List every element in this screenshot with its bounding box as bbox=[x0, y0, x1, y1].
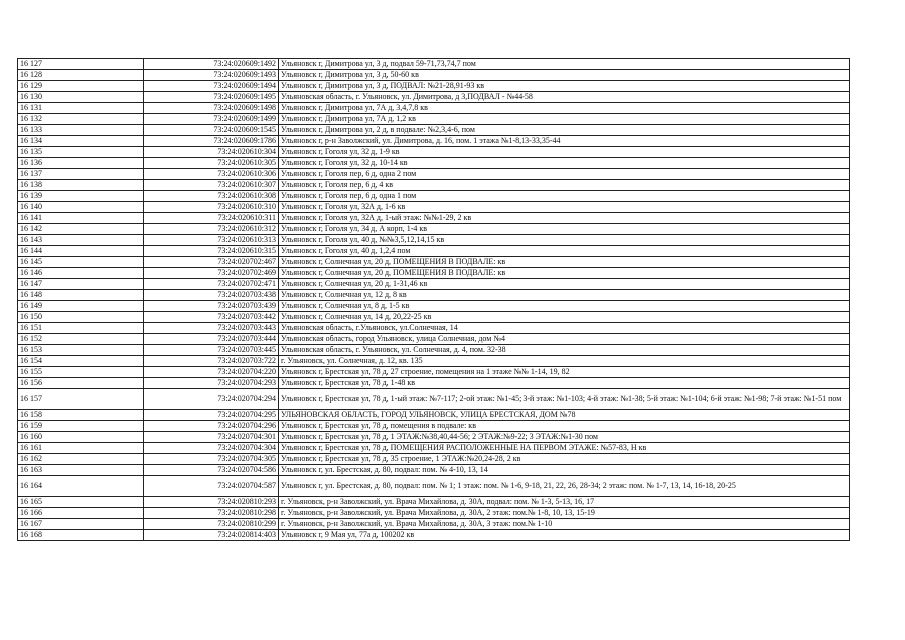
table-row bbox=[18, 213, 850, 224]
table-row bbox=[18, 454, 850, 465]
cadastral-number-cell: 73:24:020609:1494 bbox=[144, 81, 279, 92]
cadastral-number-cell: 73:24:020703:722 bbox=[144, 356, 279, 367]
address-cell: Ульяновская область, г. Ульяновск, ул. Димитрова, д 3,ПОДВАЛ - №44-58 bbox=[279, 92, 850, 103]
row-number-cell: 16 133 bbox=[18, 125, 144, 136]
cadastral-number-cell: 73:24:020610:311 bbox=[144, 213, 279, 224]
row-number-cell: 16 150 bbox=[18, 312, 144, 323]
cadastral-number-cell: 73:24:020810:298 bbox=[144, 508, 279, 519]
address-cell: Ульяновск г, Гоголя ул, 32А д, 1-ый этаж: №№1-29, 2 кв bbox=[279, 213, 850, 224]
row-number-cell: 16 138 bbox=[18, 180, 144, 191]
cadastral-number-cell: 73:24:020610:304 bbox=[144, 147, 279, 158]
address-cell: Ульяновская область, город Ульяновск, улица Солнечная, дом №4 bbox=[279, 334, 850, 345]
address-cell: Ульяновск г, ул. Брестская, д. 80, подвал: пом. № 1; 1 этаж: пом. № 1-6, 9-18, 21, 22, 26, 28-34; 2 этаж: пом. № 1-7, 13, 14, 16-18, 20-25 bbox=[279, 476, 850, 497]
cadastral-number-cell: 73:24:020609:1493 bbox=[144, 70, 279, 81]
row-number-cell: 16 132 bbox=[18, 114, 144, 125]
table-row bbox=[18, 191, 850, 202]
address-cell: Ульяновск г, Брестская ул, 78 д, 35 строение, 1 ЭТАЖ:№20,24-28, 2 кв bbox=[279, 454, 850, 465]
address-cell: Ульяновск г, Солнечная ул, 20 д, ПОМЕЩЕНИЯ В ПОДВАЛЕ: кв bbox=[279, 257, 850, 268]
cadastral-number-cell: 73:24:020703:444 bbox=[144, 334, 279, 345]
cadastral-number-cell: 73:24:020704:586 bbox=[144, 465, 279, 476]
address-cell: Ульяновск г, Гоголя ул, 40 д, №№3,5,12,14,15 кв bbox=[279, 235, 850, 246]
row-number-cell: 16 140 bbox=[18, 202, 144, 213]
cadastral-number-cell: 73:24:020704:295 bbox=[144, 410, 279, 421]
cadastral-number-cell: 73:24:020610:310 bbox=[144, 202, 279, 213]
address-cell: Ульяновск г, Солнечная ул, 8 д, 1-5 кв bbox=[279, 301, 850, 312]
table-row bbox=[18, 114, 850, 125]
address-cell: Ульяновск г, Солнечная ул, 14 д, 20,22-25 кв bbox=[279, 312, 850, 323]
cadastral-number-cell: 73:24:020704:296 bbox=[144, 421, 279, 432]
table-row bbox=[18, 519, 850, 530]
table-row bbox=[18, 378, 850, 389]
cadastral-number-cell: 73:24:020703:438 bbox=[144, 290, 279, 301]
address-cell: Ульяновск г, Брестская ул, 78 д, помещения в подвале: кв bbox=[279, 421, 850, 432]
row-number-cell: 16 146 bbox=[18, 268, 144, 279]
table-row bbox=[18, 136, 850, 147]
address-cell: Ульяновск г, Димитрова ул, 7А д, 1,2 кв bbox=[279, 114, 850, 125]
address-cell: Ульяновск г, Гоголя пер, 6 д, одна 2 пом bbox=[279, 169, 850, 180]
row-number-cell: 16 135 bbox=[18, 147, 144, 158]
row-number-cell: 16 141 bbox=[18, 213, 144, 224]
row-number-cell: 16 131 bbox=[18, 103, 144, 114]
cadastral-number-cell: 73:24:020810:299 bbox=[144, 519, 279, 530]
cadastral-number-cell: 73:24:020609:1492 bbox=[144, 59, 279, 70]
row-number-cell: 16 130 bbox=[18, 92, 144, 103]
cadastral-number-cell: 73:24:020610:315 bbox=[144, 246, 279, 257]
table-row bbox=[18, 443, 850, 454]
row-number-cell: 16 160 bbox=[18, 432, 144, 443]
table-row bbox=[18, 169, 850, 180]
row-number-cell: 16 153 bbox=[18, 345, 144, 356]
row-number-cell: 16 159 bbox=[18, 421, 144, 432]
address-cell: Ульяновск г, Брестская ул, 78 д, 1-48 кв bbox=[279, 378, 850, 389]
row-number-cell: 16 143 bbox=[18, 235, 144, 246]
cadastral-number-cell: 73:24:020702:467 bbox=[144, 257, 279, 268]
row-number-cell: 16 127 bbox=[18, 59, 144, 70]
table-row bbox=[18, 202, 850, 213]
row-number-cell: 16 149 bbox=[18, 301, 144, 312]
row-number-cell: 16 144 bbox=[18, 246, 144, 257]
cadastral-number-cell: 73:24:020704:294 bbox=[144, 389, 279, 410]
address-cell: Ульяновск г, р-н Заволжский, ул. Димитрова, д. 16, пом. 1 этажа №1-8,13-33,35-44 bbox=[279, 136, 850, 147]
row-number-cell: 16 166 bbox=[18, 508, 144, 519]
address-cell: Ульяновск г, Димитрова ул, 2 д, в подвале: №2,3,4-6, пом bbox=[279, 125, 850, 136]
cadastral-number-cell: 73:24:020610:305 bbox=[144, 158, 279, 169]
table-row bbox=[18, 125, 850, 136]
address-cell: Ульяновск г, 9 Мая ул, 77а д, 100202 кв bbox=[279, 530, 850, 541]
row-number-cell: 16 163 bbox=[18, 465, 144, 476]
table-row bbox=[18, 389, 850, 410]
cadastral-number-cell: 73:24:020702:471 bbox=[144, 279, 279, 290]
address-cell: Ульяновск г, Брестская ул, 78 д, 1-ый этаж: №7-117; 2-ой этаж: №1-45; 3-й этаж: №1-103; 4-й этаж: №1-38; 5-й этаж: №1-104; 6-й этаж: №1-98; 7-й этаж: №1-51 пом bbox=[279, 389, 850, 410]
row-number-cell: 16 134 bbox=[18, 136, 144, 147]
address-cell: г. Ульяновск, р-н Заволжский, ул. Врача Михайлова, д. 30А, 3 этаж: пом.№ 1-10 bbox=[279, 519, 850, 530]
address-cell: Ульяновск г, ул. Брестская, д. 80, подвал: пом. № 4-10, 13, 14 bbox=[279, 465, 850, 476]
row-number-cell: 16 139 bbox=[18, 191, 144, 202]
cadastral-number-cell: 73:24:020610:313 bbox=[144, 235, 279, 246]
address-cell: Ульяновск г, Гоголя пер, 6 д, одна 1 пом bbox=[279, 191, 850, 202]
cadastral-number-cell: 73:24:020609:1495 bbox=[144, 92, 279, 103]
cadastral-number-cell: 73:24:020702:469 bbox=[144, 268, 279, 279]
table-row bbox=[18, 356, 850, 367]
registry-table bbox=[17, 58, 850, 541]
table-row bbox=[18, 235, 850, 246]
row-number-cell: 16 147 bbox=[18, 279, 144, 290]
address-cell: Ульяновская область, г.Ульяновск, ул.Солнечная, 14 bbox=[279, 323, 850, 334]
row-number-cell: 16 148 bbox=[18, 290, 144, 301]
table-row bbox=[18, 279, 850, 290]
address-cell: г. Ульяновск, ул. Солнечная, д. 12, кв. 135 bbox=[279, 356, 850, 367]
row-number-cell: 16 152 bbox=[18, 334, 144, 345]
table-row bbox=[18, 59, 850, 70]
row-number-cell: 16 137 bbox=[18, 169, 144, 180]
address-cell: Ульяновск г, Гоголя ул, 32 д, 10-14 кв bbox=[279, 158, 850, 169]
address-cell: Ульяновская область, г. Ульяновск, ул. Солнечная, д. 4, пом. 32-38 bbox=[279, 345, 850, 356]
cadastral-number-cell: 73:24:020609:1545 bbox=[144, 125, 279, 136]
table-row bbox=[18, 432, 850, 443]
address-cell: Ульяновск г, Димитрова ул, 3 д, ПОДВАЛ: №21-28,91-93 кв bbox=[279, 81, 850, 92]
cadastral-number-cell: 73:24:020610:307 bbox=[144, 180, 279, 191]
row-number-cell: 16 165 bbox=[18, 497, 144, 508]
address-cell: Ульяновск г, Солнечная ул, 20 д, 1-31,46 кв bbox=[279, 279, 850, 290]
table-row bbox=[18, 301, 850, 312]
cadastral-number-cell: 73:24:020703:442 bbox=[144, 312, 279, 323]
table-row bbox=[18, 323, 850, 334]
address-cell: г. Ульяновск, р-н Заволжский, ул. Врача Михайлова, д. 30А, подвал: пом. № 1-3, 5-13, 16, 17 bbox=[279, 497, 850, 508]
address-cell: Ульяновск г, Брестская ул, 78 д, 27 строение, помещения на 1 этаже №№ 1-14, 19, 82 bbox=[279, 367, 850, 378]
table-row bbox=[18, 334, 850, 345]
table-row bbox=[18, 290, 850, 301]
table-row bbox=[18, 312, 850, 323]
table-row bbox=[18, 410, 850, 421]
row-number-cell: 16 161 bbox=[18, 443, 144, 454]
row-number-cell: 16 167 bbox=[18, 519, 144, 530]
cadastral-number-cell: 73:24:020704:304 bbox=[144, 443, 279, 454]
cadastral-number-cell: 73:24:020703:445 bbox=[144, 345, 279, 356]
table-row bbox=[18, 476, 850, 497]
table-row bbox=[18, 268, 850, 279]
row-number-cell: 16 168 bbox=[18, 530, 144, 541]
cadastral-number-cell: 73:24:020609:1499 bbox=[144, 114, 279, 125]
address-cell: Ульяновск г, Димитрова ул, 3 д, 50-60 кв bbox=[279, 70, 850, 81]
cadastral-number-cell: 73:24:020704:301 bbox=[144, 432, 279, 443]
table-row bbox=[18, 421, 850, 432]
cadastral-number-cell: 73:24:020704:305 bbox=[144, 454, 279, 465]
address-cell: Ульяновск г, Солнечная ул, 12 д, 8 кв bbox=[279, 290, 850, 301]
table-row bbox=[18, 246, 850, 257]
address-cell: Ульяновск г, Брестская ул, 78 д, ПОМЕЩЕНИЯ РАСПОЛОЖЕННЫЕ НА ПЕРВОМ ЭТАЖЕ: №57-83, Н кв bbox=[279, 443, 850, 454]
table-row bbox=[18, 497, 850, 508]
cadastral-number-cell: 73:24:020704:587 bbox=[144, 476, 279, 497]
row-number-cell: 16 142 bbox=[18, 224, 144, 235]
cadastral-number-cell: 73:24:020704:293 bbox=[144, 378, 279, 389]
cadastral-number-cell: 73:24:020610:308 bbox=[144, 191, 279, 202]
row-number-cell: 16 162 bbox=[18, 454, 144, 465]
row-number-cell: 16 155 bbox=[18, 367, 144, 378]
cadastral-number-cell: 73:24:020703:439 bbox=[144, 301, 279, 312]
row-number-cell: 16 136 bbox=[18, 158, 144, 169]
table-row bbox=[18, 103, 850, 114]
row-number-cell: 16 156 bbox=[18, 378, 144, 389]
table-row bbox=[18, 147, 850, 158]
table-row bbox=[18, 508, 850, 519]
cadastral-number-cell: 73:24:020609:1498 bbox=[144, 103, 279, 114]
address-cell: Ульяновск г, Гоголя ул, 34 д, А корп, 1-4 кв bbox=[279, 224, 850, 235]
address-cell: Ульяновск г, Брестская ул, 78 д, 1 ЭТАЖ:№38,40,44-56; 2 ЭТАЖ:№9-22; 3 ЭТАЖ:№1-30 пом bbox=[279, 432, 850, 443]
table-row bbox=[18, 367, 850, 378]
cadastral-number-cell: 73:24:020810:293 bbox=[144, 497, 279, 508]
address-cell: Ульяновск г, Солнечная ул, 20 д, ПОМЕЩЕНИЯ В ПОДВАЛЕ: кв bbox=[279, 268, 850, 279]
address-cell: Ульяновск г, Гоголя ул, 32 д, 1-9 кв bbox=[279, 147, 850, 158]
cadastral-number-cell: 73:24:020609:1786 bbox=[144, 136, 279, 147]
table-row bbox=[18, 81, 850, 92]
table-row bbox=[18, 224, 850, 235]
row-number-cell: 16 145 bbox=[18, 257, 144, 268]
cadastral-number-cell: 73:24:020814:403 bbox=[144, 530, 279, 541]
row-number-cell: 16 164 bbox=[18, 476, 144, 497]
cadastral-number-cell: 73:24:020703:443 bbox=[144, 323, 279, 334]
row-number-cell: 16 158 bbox=[18, 410, 144, 421]
row-number-cell: 16 157 bbox=[18, 389, 144, 410]
address-cell: Ульяновск г, Гоголя ул, 40 д, 1,2,4 пом bbox=[279, 246, 850, 257]
registry-table-body bbox=[18, 59, 850, 541]
cadastral-number-cell: 73:24:020610:306 bbox=[144, 169, 279, 180]
address-cell: Ульяновск г, Димитрова ул, 7А д, 3,4,7,8 кв bbox=[279, 103, 850, 114]
cadastral-number-cell: 73:24:020704:220 bbox=[144, 367, 279, 378]
address-cell: Ульяновск г, Гоголя пер, 6 д, 4 кв bbox=[279, 180, 850, 191]
table-row bbox=[18, 345, 850, 356]
table-row bbox=[18, 257, 850, 268]
table-row bbox=[18, 158, 850, 169]
table-row bbox=[18, 465, 850, 476]
address-cell: УЛЬЯНОВСКАЯ ОБЛАСТЬ, ГОРОД УЛЬЯНОВСК, УЛИЦА БРЕСТСКАЯ, ДОМ №78 bbox=[279, 410, 850, 421]
table-row bbox=[18, 92, 850, 103]
table-row bbox=[18, 180, 850, 191]
address-cell: Ульяновск г, Димитрова ул, 3 д, подвал 59-71,73,74,7 пом bbox=[279, 59, 850, 70]
table-row bbox=[18, 530, 850, 541]
cadastral-number-cell: 73:24:020610:312 bbox=[144, 224, 279, 235]
row-number-cell: 16 154 bbox=[18, 356, 144, 367]
row-number-cell: 16 128 bbox=[18, 70, 144, 81]
row-number-cell: 16 151 bbox=[18, 323, 144, 334]
table-row bbox=[18, 70, 850, 81]
address-cell: г. Ульяновск, р-н Заволжский, ул. Врача Михайлова, д. 30А, 2 этаж: пом.№ 1-8, 10, 13, 15-19 bbox=[279, 508, 850, 519]
address-cell: Ульяновск г, Гоголя ул, 32А д, 1-6 кв bbox=[279, 202, 850, 213]
row-number-cell: 16 129 bbox=[18, 81, 144, 92]
